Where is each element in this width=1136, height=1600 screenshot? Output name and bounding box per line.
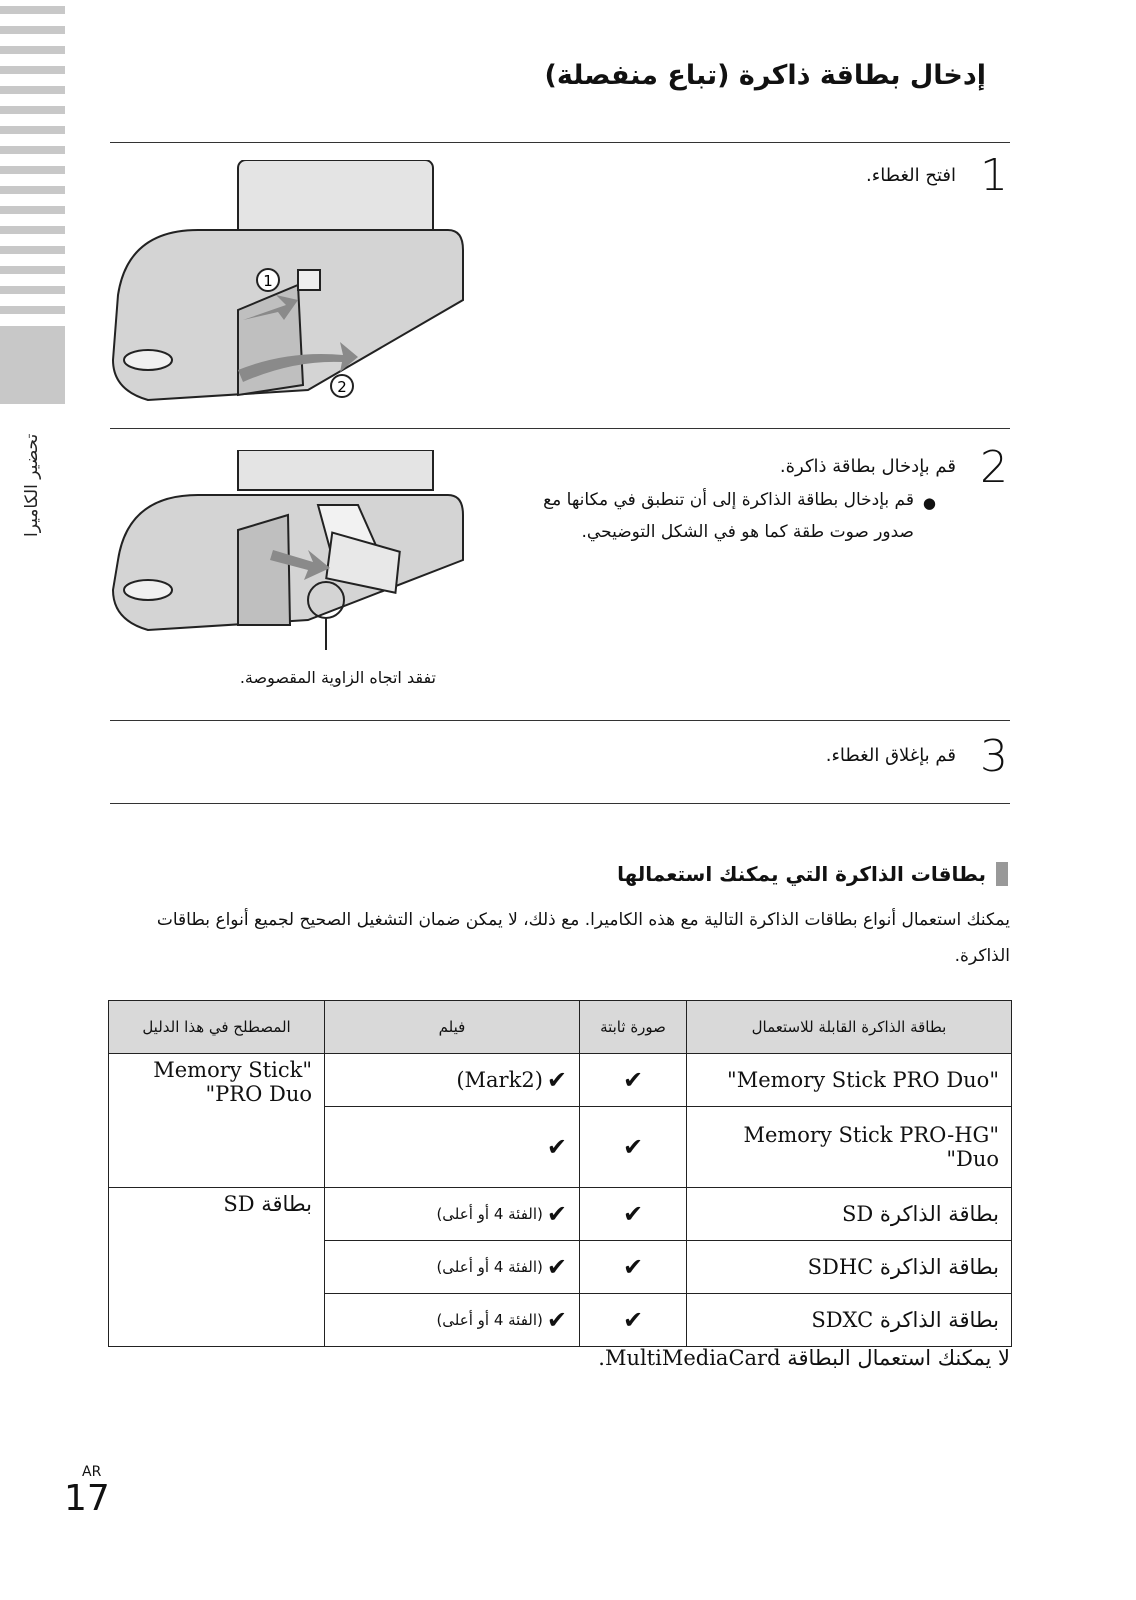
divider: [110, 803, 1010, 804]
section-title: بطاقات الذاكرة التي يمكنك استعمالها: [617, 862, 986, 886]
card-name: "Memory Stick PRO-HG Duo": [687, 1107, 1012, 1188]
check-icon: ✔: [622, 1133, 644, 1161]
check-icon: ✔: [622, 1066, 644, 1094]
movie-note: (Mark2): [456, 1068, 543, 1092]
camera-open-cover-illustration: [108, 160, 478, 420]
page-language: AR: [82, 1464, 102, 1480]
term-cell: بطاقة SD: [109, 1188, 325, 1347]
chapter-label: تحضير الكاميرا: [22, 433, 42, 537]
header-still: صورة ثابتة: [580, 1001, 687, 1054]
camera-insert-card-illustration: [108, 450, 478, 670]
movie-note: (الفئة 4 أو أعلى): [436, 1258, 543, 1276]
step-1-text: افتح الغطاء.: [866, 165, 956, 186]
arrow-1-label: 1: [263, 272, 273, 290]
check-icon: ✔: [546, 1200, 567, 1228]
page-number: 17: [64, 1478, 110, 1519]
step-3-number: 3: [980, 731, 1008, 782]
check-icon: ✔: [546, 1253, 567, 1281]
footnote: لا يمكنك استعمال البطاقة MultiMediaCard.: [598, 1346, 1010, 1370]
arrow-2-label: 2: [337, 378, 347, 396]
table-row: [109, 1054, 1012, 1107]
check-icon: ✔: [622, 1306, 644, 1334]
header-card: بطاقة الذاكرة القابلة للاستعمال: [687, 1001, 1012, 1054]
divider: [110, 720, 1010, 721]
step-3-text: قم بإغلاق الغطاء.: [825, 745, 956, 766]
step-1-number: 1: [980, 150, 1008, 201]
table-row: [109, 1188, 1012, 1241]
check-icon: ✔: [622, 1253, 644, 1281]
step-2-number: 2: [980, 442, 1008, 493]
card-name: بطاقة الذاكرة SDHC: [687, 1241, 1012, 1294]
step-2-bullet: قم بإدخال بطاقة الذاكرة إلى أن تنطبق في مكانها مع صدور صوت طقة كما هو في الشكل التوضيحي.: [543, 490, 914, 542]
check-icon: ✔: [622, 1200, 644, 1228]
chapter-tab-active[interactable]: [0, 326, 65, 404]
movie-note: (الفئة 4 أو أعلى): [436, 1311, 543, 1329]
check-icon: ✔: [546, 1066, 567, 1094]
header-movie: فيلم: [325, 1001, 580, 1054]
memory-card-table: [108, 1000, 1012, 1347]
term-cell: "Memory Stick PRO Duo": [109, 1054, 325, 1188]
movie-note: (الفئة 4 أو أعلى): [436, 1205, 543, 1223]
section-paragraph: يمكنك استعمال أنواع بطاقات الذاكرة التالية مع هذه الكاميرا. مع ذلك، لا يمكن ضمان التشغيل الصحيح لجميع أنواع بطاقات الذاكرة.: [156, 910, 1010, 966]
header-term: المصطلح في هذا الدليل: [109, 1001, 325, 1054]
page-title: إدخال بطاقة ذاكرة (تباع منفصلة): [544, 60, 986, 91]
bullet-icon: ●: [922, 494, 936, 512]
divider: [110, 428, 1010, 429]
card-name: بطاقة الذاكرة SD: [687, 1188, 1012, 1241]
card-name: بطاقة الذاكرة SDXC: [687, 1294, 1012, 1347]
step-2-text: قم بإدخال بطاقة ذاكرة.: [779, 456, 956, 477]
section-marker: [996, 862, 1008, 886]
card-name: "Memory Stick PRO Duo": [687, 1054, 1012, 1107]
divider: [110, 142, 1010, 143]
corner-caption: تفقد اتجاه الزاوية المقصوصة.: [239, 668, 436, 687]
check-icon: ✔: [546, 1133, 567, 1161]
check-icon: ✔: [546, 1306, 567, 1334]
